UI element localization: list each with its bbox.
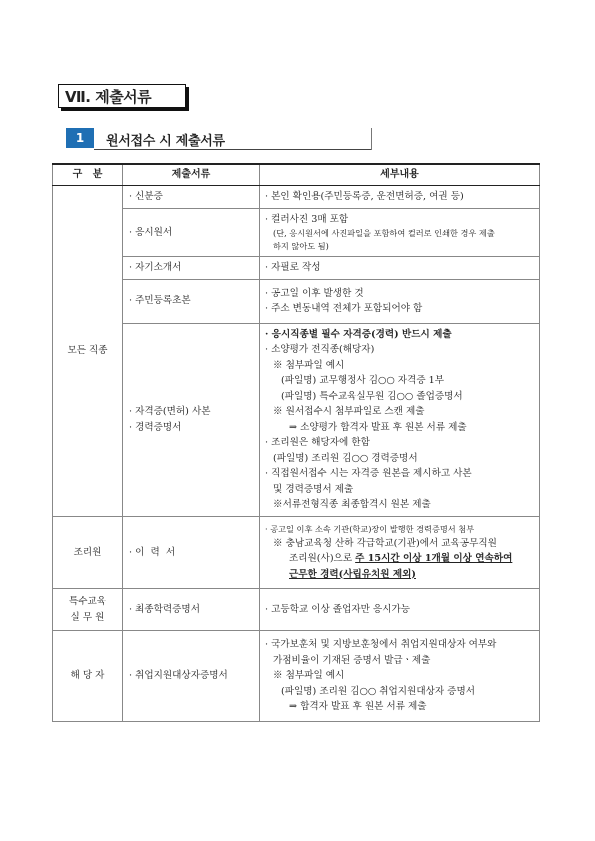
chapter-title: Ⅶ. 제출서류 [65,87,152,106]
category-line: 특수교육 [68,596,107,607]
table-row [53,257,540,280]
detail-line: 가점비율이 기재된 증명서 발급ㆍ제출 [273,654,431,666]
detail-resume [260,516,540,589]
detail-line: · 본인 확인용(주민등록증, 운전면허증, 여권 등) [265,191,464,202]
detail-final-education [260,589,540,631]
section-number: 1 [66,128,94,148]
detail-line: ※ 첨부파일 예시 [273,359,345,371]
chapter-heading [58,84,186,108]
category-applicable: 해 당 자 [53,631,123,722]
doc-resident-abstract: · 주민등록초본 [123,279,260,323]
section-title: 원서접수 시 제출서류 [106,134,225,149]
detail-line: ※서류전형직종 최종합격시 원본 제출 [273,499,431,510]
detail-certificate [260,323,540,516]
detail-employment-support [260,631,540,722]
table-row [53,279,540,323]
doc-application: · 응시원서 [123,208,260,257]
detail-line: · 조리원은 해당자에 한함 [265,437,370,448]
table-row [53,323,540,516]
table-row [53,516,540,589]
section-end-rule [371,128,372,150]
detail-line: (파일명) 조리원 김○○ 취업지원대상자 증명서 [281,685,475,697]
detail-line: ⇒ 합격자 발표 후 원본 서류 제출 [289,701,427,712]
category-special-ed [53,589,123,631]
detail-line: · 고등학교 이상 졸업자만 응시가능 [265,603,410,615]
detail-line: 하지 않아도 됨) [273,241,329,251]
header-category: 구 분 [53,164,123,186]
detail-line: ※ 첨부파일 예시 [273,670,345,681]
table-row [53,631,540,722]
detail-line: · 응시직종별 필수 자격증(경력) 반드시 제출 [265,328,452,340]
detail-id-card [260,186,540,209]
detail-line: · 컬러사진 3매 포함 [265,213,349,225]
detail-emphasis: 주 15시간 이상 1개월 이상 연속하여 [355,553,513,564]
doc-final-education: · 최종학력증명서 [123,589,260,631]
doc-employment-support: · 취업지원대상자증명서 [123,631,260,722]
category-cook: 조리원 [53,516,123,589]
table-header-row [53,164,540,186]
detail-line: · 소양평가 전직종(해당자) [265,344,375,355]
detail-line: ※ 충남교육청 산하 각급학교(기관)에서 교육공무직원 [273,537,497,549]
doc-id-card: · 신분증 [123,186,260,209]
section-heading [66,128,372,150]
table-row [53,589,540,631]
doc-line: · 자격증(면허) 사본 [129,406,211,417]
detail-line: (파일명) 특수교육실무원 김○○ 졸업증명서 [281,390,463,402]
category-all: 모든 직종 [53,186,123,517]
table-row [53,186,540,209]
detail-emphasis: 근무한 경력(사립유치원 제외) [289,568,416,580]
category-line: 실 무 원 [70,611,105,623]
header-detail: 세부내용 [260,164,540,186]
section-underline [94,149,372,150]
detail-line: · 국가보훈처 및 지방보훈청에서 취업지원대상자 여부와 [265,639,497,650]
doc-certificate [123,323,260,516]
doc-self-intro: · 자기소개서 [123,257,260,280]
detail-line: · 공고일 이후 소속 기관(학교)장이 발행한 경력증명서 첨부 [265,523,475,534]
detail-line: 조리원(사)으로 [289,553,356,564]
detail-line: (파일명) 조리원 김○○ 경력증명서 [273,452,418,464]
documents-table [52,163,540,722]
detail-resident-abstract [260,279,540,323]
detail-line: · 자필로 작성 [265,262,321,273]
table-row [53,208,540,257]
detail-line: · 주소 변동내역 전체가 포함되어야 함 [265,303,423,314]
detail-line: · 직접원서접수 시는 자격증 원본을 제시하고 사본 [265,468,472,479]
doc-resume: · 이 력 서 [123,516,260,589]
detail-line: (단, 응시원서에 사진파일을 포함하여 컬러로 인쇄한 경우 제출 [273,228,495,238]
detail-line: 및 경력증명서 제출 [273,483,354,495]
detail-line: ※ 원서접수시 첨부파일로 스캔 제출 [273,406,425,417]
detail-line: (파일명) 교무행정사 김○○ 자격증 1부 [281,375,445,386]
doc-line: · 경력증명서 [129,421,182,433]
detail-application [260,208,540,257]
detail-line: ⇒ 소양평가 합격자 발표 후 원본 서류 제출 [289,421,467,433]
detail-line: · 공고일 이후 발생한 것 [265,287,364,299]
header-document: 제출서류 [123,164,260,186]
detail-self-intro [260,257,540,280]
